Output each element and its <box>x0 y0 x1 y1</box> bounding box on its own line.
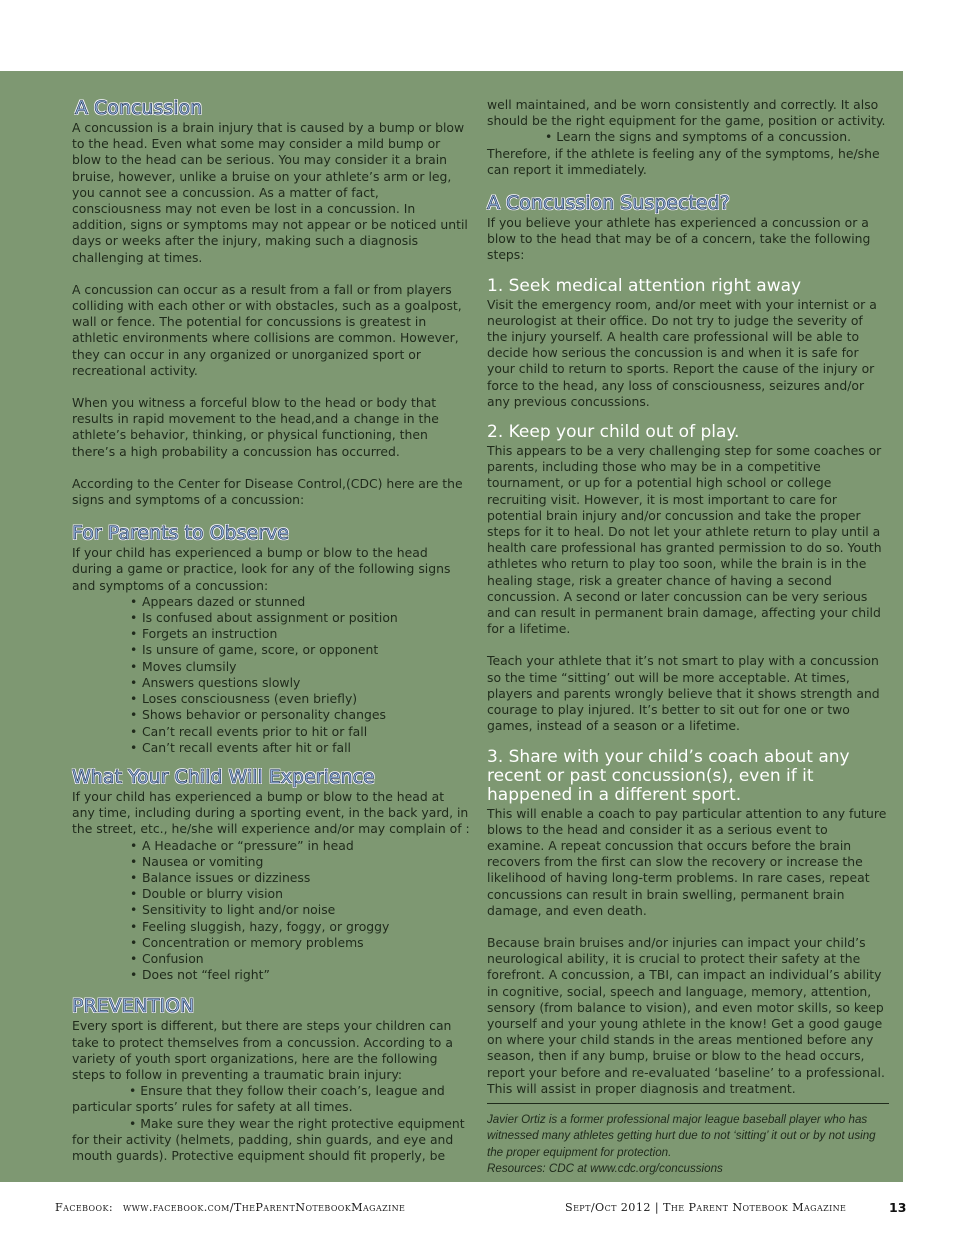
divider <box>487 1103 889 1104</box>
observe-list <box>72 594 470 756</box>
list-item: • Can’t recall events prior to hit or fall <box>129 724 470 740</box>
list-item: • Concentration or memory problems <box>129 935 470 951</box>
list-item: • Nausea or vomiting <box>129 854 470 870</box>
paragraph: If you believe your athlete has experienced a concussion or a blow to the head that may be of a concern, take the following steps: <box>487 215 871 263</box>
list-item: • Feeling sluggish, hazy, foggy, or groggy <box>129 919 470 935</box>
resources-note: Resources: CDC at www.cdc.org/concussions <box>487 1161 723 1175</box>
paragraph: Every sport is different, but there are steps your children can take to protect themselves from a concussion. According to a variety of youth sport organizations, here are the following steps to follow in preventing a traumatic brain injury: <box>72 1018 453 1082</box>
list-item: • Confusion <box>129 951 470 967</box>
footer-magazine-name: The Parent Notebook Magazine <box>663 1201 847 1214</box>
prevention-bullet: • Ensure that they follow their coach’s, league and particular sports’ rules for safety at all times. <box>72 1083 445 1115</box>
paragraph: When you witness a forceful blow to the head or body that results in rapid movement to the head,and a change in the athlete’s behavior, thinking, or physical functioning, then there’s a high probability a concussion has occurred. <box>72 395 439 459</box>
footer-issue-date: Sept/Oct 2012 <box>565 1201 651 1214</box>
list-item: • Is unsure of game, score, or opponent <box>129 642 470 658</box>
section-heading-suspected: A Concussion Suspected? <box>487 192 730 215</box>
paragraph: Teach your athlete that it’s not smart to play with a concussion so the time “sitting’ out will be more acceptable. At times, players and parents wrongly believe that it shows strength and courage to play injured. It’s better to sit out for one or two games, instead of a season or a lifetime. <box>487 653 880 734</box>
step-heading-2: 2. Keep your child out of play. <box>487 422 740 443</box>
section-heading-prevention: PREVENTION <box>72 995 195 1018</box>
list-item: • Appears dazed or stunned <box>129 594 470 610</box>
list-item: • Is confused about assignment or position <box>129 610 470 626</box>
paragraph: According to the Center for Disease Control,(CDC) here are the signs and symptoms of a concussion: <box>72 475 463 508</box>
list-item: • Forgets an instruction <box>129 626 470 642</box>
list-item: • Answers questions slowly <box>129 675 470 691</box>
list-item: • Balance issues or dizziness <box>129 870 470 886</box>
left-column <box>72 97 470 1164</box>
section-heading-observe: For Parents to Observe <box>72 522 289 545</box>
experience-list <box>72 838 470 984</box>
paragraph: This will enable a coach to pay particular attention to any future blows to the head and consider it as a serious event to examine. A repeat concussion that occurs before the brain recovers from the first can slow the recovery or increase the likelihood of having long-term problems. In rare cases, repeat concussions can result in brain swelling, permanent brain damage, and even death. <box>487 805 887 918</box>
list-item: • Can’t recall events after hit or fall <box>129 740 470 756</box>
footer-facebook-link[interactable]: www.facebook.com/TheParentNotebookMagazine <box>122 1201 406 1214</box>
footer-separator: | <box>654 1201 660 1214</box>
footer-issue <box>565 1201 846 1214</box>
list-item: • Sensitivity to light and/or noise <box>129 902 470 918</box>
author-bio: Javier Ortiz is a former professional major league baseball player who has witnessed many athletes getting hurt due to not ‘sitting’ it out or by not using the proper equipment for protection. <box>487 1112 876 1159</box>
paragraph: Because brain bruises and/or injuries can impact your child’s neurological ability, it is crucial to protect their safety at the forefront. A concussion, a TBI, can impact an individual’s ability in cognitive, social, speech and language, memory, attention, sensory (from balance to vision), and even motor skills, so keep yourself and your young athlete in the know! Get a good gauge on where your child stands in the areas mentioned before any season, then if any bump, bruise or blow to the head occurs, report your before and re-evaluated ‘baseline’ to a professional. This will assist in proper diagnosis and treatment. <box>487 934 885 1096</box>
paragraph: This appears to be a very challenging step for some coaches or parents, including those who may be in a competitive tournament, or up for a potential high school or college recruiting visit. However, it is most important to care for potential brain injury and/or concussion and take the proper steps for it to heal. Do not let your athlete return to play until a health care professional has granted permission to do so. Youth athletes who return to play too soon, while the brain is in the healing stage, risk a greater chance of having a second concussion. A second or later concussion can be very serious and can result in permanent brain damage, affecting your child for a lifetime. <box>487 443 882 637</box>
footer-facebook <box>55 1201 405 1214</box>
list-item: • Loses consciousness (even briefly) <box>129 691 470 707</box>
prevention-bullet: • Learn the signs and symptoms of a concussion. <box>545 129 852 145</box>
paragraph: If your child has experienced a bump or blow to the head during a game or practice, look for any of the following signs and symptoms of a concussion: <box>72 545 451 593</box>
step-heading-1: 1. Seek medical attention right away <box>487 275 802 296</box>
list-item: • Does not “feel right” <box>129 967 470 983</box>
paragraph: A concussion is a brain injury that is caused by a bump or blow to the head. Even what some may consider a mild bump or blow to the head can be serious. You may consider it a brain bruise, however, unlike a bruise on your athlete’s arm or leg, you cannot see a concussion. As a matter of fact, consciousness may not even be lost in a concussion. In addition, signs or symptoms may not appear or be noticed until days or weeks after the injury, making such a diagnosis challenging at times. <box>72 120 468 265</box>
footer-facebook-label: Facebook: <box>55 1201 113 1214</box>
paragraph: Visit the emergency room, and/or meet with your internist or a neurologist at their office. Do not try to judge the severity of the injury yourself. A health care professional will be able to decide how serious the concussion is and when it is safe for your child to return to sports. Report the cause of the injury or force to the head, any loss of consciousness, seizures and/or any previous concussions. <box>487 296 877 409</box>
step-heading-3: 3. Share with your child’s coach about any recent or past concussion(s), even if it happened in a different sport. <box>487 746 850 805</box>
section-heading-experience: What Your Child Will Experience <box>72 765 375 788</box>
paragraph: Therefore, if the athlete is feeling any of the symptoms, he/she can report it immediately. <box>487 145 880 177</box>
section-heading-concussion: A Concussion <box>75 97 203 119</box>
page-number: 13 <box>889 1200 907 1215</box>
list-item: • Double or blurry vision <box>129 886 470 902</box>
paragraph: If your child has experienced a bump or blow to the head at any time, including during a sporting event, in the back yard, in the street, etc., he/she will experience and/or may complain of : <box>72 788 470 837</box>
right-column <box>487 97 887 1177</box>
list-item: • A Headache or “pressure” in head <box>129 838 470 854</box>
paragraph: well maintained, and be worn consistently and correctly. It also should be the right equipment for the game, position or activity. <box>487 97 886 129</box>
list-item: • Moves clumsily <box>129 659 470 675</box>
prevention-bullet: • Make sure they wear the right protective equipment for their activity (helmets, padding, shin guards, and eye and mouth guards). Protective equipment should fit properly, be <box>72 1115 465 1163</box>
paragraph: A concussion can occur as a result from a fall or from players colliding with each other or with obstacles, such as a goalpost, wall or fence. The potential for concussions is greatest in athletic environments where collisions are common. However, they can occur in any organized or unorganized sport or recreational activity. <box>72 281 462 378</box>
list-item: • Shows behavior or personality changes <box>129 707 470 723</box>
